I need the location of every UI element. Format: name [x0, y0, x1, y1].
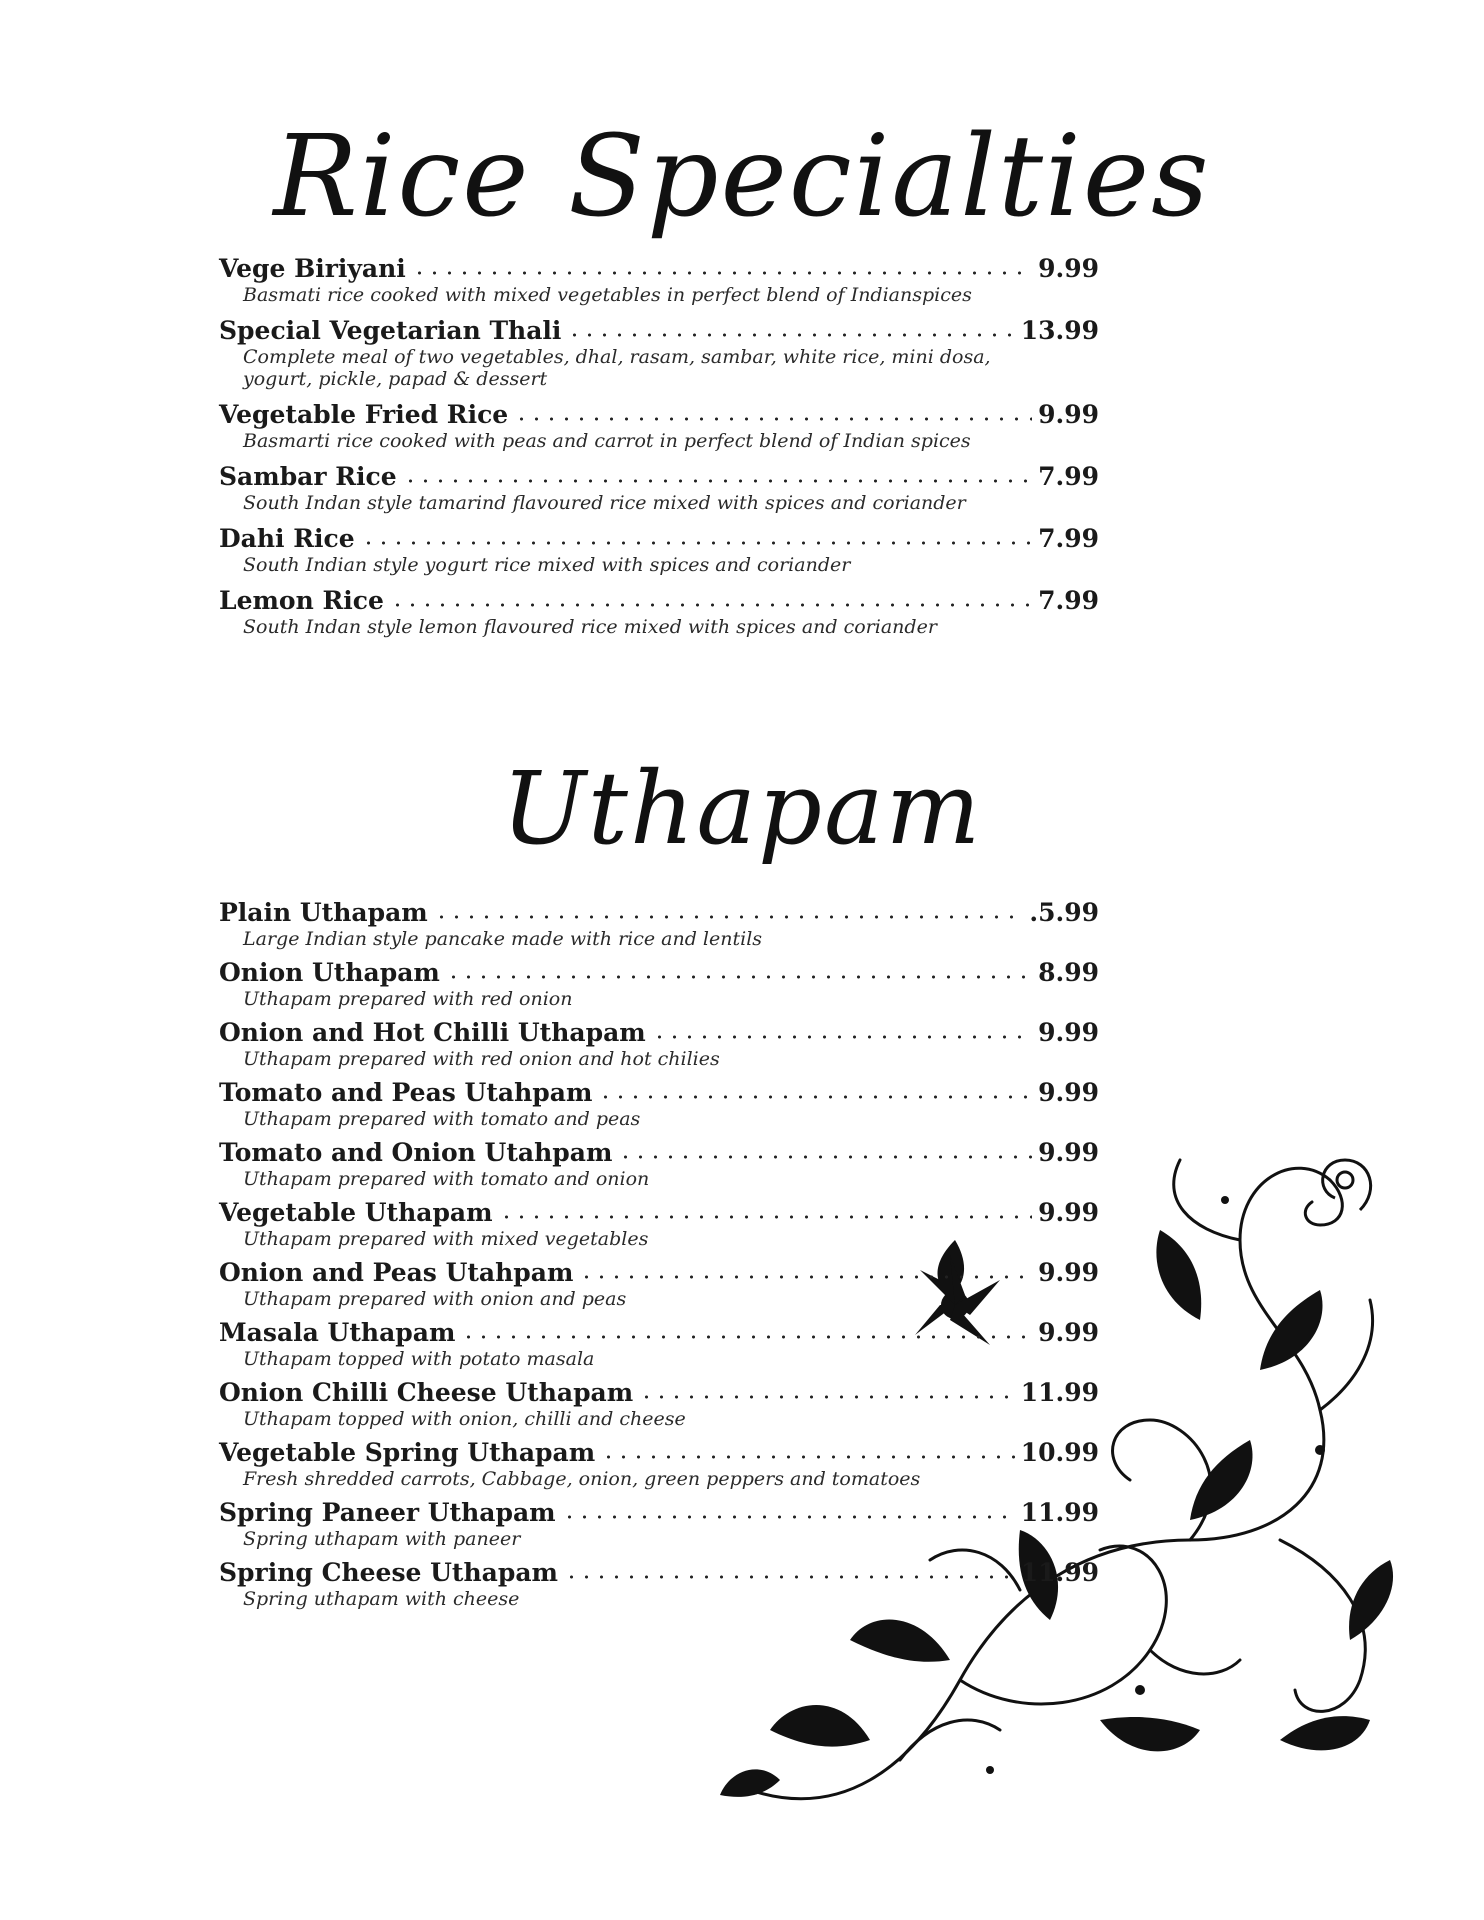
- rice-specialties-list: [219, 254, 1099, 648]
- item-price: 11.99: [1020, 1378, 1099, 1407]
- item-description: Uthapam topped with potato masala: [243, 1348, 595, 1370]
- item-price: 8.99: [1038, 958, 1099, 987]
- dot-leader: [618, 1153, 1032, 1161]
- item-price: 9.99: [1038, 1018, 1099, 1047]
- item-description: Uthapam topped with onion, chilli and cheese: [243, 1408, 686, 1430]
- item-description: Uthapam prepared with red onion: [243, 988, 573, 1010]
- rice-specialties-title: Rice Specialties: [273, 112, 1211, 242]
- item-price: 9.99: [1038, 254, 1099, 283]
- dot-leader: [361, 539, 1032, 547]
- item-description: South Indan style lemon flavoured rice mixed with spices and coriander: [243, 616, 937, 638]
- dot-leader: [639, 1393, 1015, 1401]
- item-price: 10.99: [1020, 1438, 1099, 1467]
- menu-item: [219, 1378, 1099, 1430]
- item-name: Masala Uthapam: [219, 1318, 456, 1347]
- item-price: 9.99: [1038, 1198, 1099, 1227]
- item-description: Uthapam prepared with mixed vegetables: [243, 1228, 649, 1250]
- item-price: 13.99: [1020, 316, 1099, 345]
- item-name: Vegetable Spring Uthapam: [219, 1438, 596, 1467]
- menu-item: [219, 1198, 1099, 1250]
- item-name: Vegetable Uthapam: [219, 1198, 493, 1227]
- item-price: 11.99: [1020, 1498, 1099, 1527]
- menu-item: [219, 1498, 1099, 1550]
- item-price: .5.99: [1029, 898, 1099, 927]
- menu-item: [219, 898, 1099, 950]
- menu-item: [219, 1138, 1099, 1190]
- item-description: Uthapam prepared with red onion and hot chilies: [243, 1048, 720, 1070]
- dot-leader: [446, 973, 1032, 981]
- menu-item: [219, 1018, 1099, 1070]
- menu-item: [219, 586, 1099, 638]
- dot-leader: [579, 1273, 1032, 1281]
- item-name: Dahi Rice: [219, 524, 355, 553]
- item-description: Large Indian style pancake made with rice and lentils: [243, 928, 763, 950]
- menu-item: [219, 1558, 1099, 1610]
- item-description: South Indan style tamarind flavoured rice mixed with spices and coriander: [243, 492, 966, 514]
- item-description: Uthapam prepared with onion and peas: [243, 1288, 627, 1310]
- item-price: 9.99: [1038, 1258, 1099, 1287]
- item-name: Onion and Peas Utahpam: [219, 1258, 574, 1287]
- item-name: Sambar Rice: [219, 462, 397, 491]
- item-price: 9.99: [1038, 400, 1099, 429]
- item-name: Vegetable Fried Rice: [219, 400, 509, 429]
- item-name: Special Vegetarian Thali: [219, 316, 562, 345]
- item-name: Tomato and Peas Utahpam: [219, 1078, 593, 1107]
- item-description: Spring uthapam with cheese: [243, 1588, 520, 1610]
- menu-item: [219, 1078, 1099, 1130]
- menu-item: [219, 524, 1099, 576]
- item-description: Fresh shredded carrots, Cabbage, onion, green peppers and tomatoes: [243, 1468, 921, 1490]
- item-price: 9.99: [1038, 1078, 1099, 1107]
- menu-item: [219, 254, 1099, 306]
- item-price: 7.99: [1038, 586, 1099, 615]
- dot-leader: [412, 269, 1032, 277]
- dot-leader: [598, 1093, 1032, 1101]
- item-description: Spring uthapam with paneer: [243, 1528, 521, 1550]
- item-name: Spring Paneer Uthapam: [219, 1498, 556, 1527]
- menu-item: [219, 462, 1099, 514]
- menu-item: [219, 1258, 1099, 1310]
- dot-leader: [562, 1513, 1015, 1521]
- dot-leader: [601, 1453, 1015, 1461]
- menu-item: [219, 1318, 1099, 1370]
- dot-leader: [564, 1573, 1015, 1581]
- item-name: Onion Uthapam: [219, 958, 440, 987]
- item-description: Basmarti rice cooked with peas and carrot in perfect blend of Indian spices: [243, 430, 971, 452]
- item-name: Plain Uthapam: [219, 898, 428, 927]
- dot-leader: [652, 1033, 1032, 1041]
- dot-leader: [434, 913, 1024, 921]
- item-price: 9.99: [1038, 1138, 1099, 1167]
- item-price: 7.99: [1038, 524, 1099, 553]
- dot-leader: [461, 1333, 1032, 1341]
- dot-leader: [403, 477, 1032, 485]
- item-description: Complete meal of two vegetables, dhal, rasam, sambar, white rice, mini dosa, yogurt, pickle, papad & dessert: [243, 346, 991, 390]
- dot-leader: [514, 415, 1032, 423]
- item-description: South Indian style yogurt rice mixed with spices and coriander: [243, 554, 851, 576]
- item-name: Onion and Hot Chilli Uthapam: [219, 1018, 646, 1047]
- menu-item: [219, 1438, 1099, 1490]
- item-name: Tomato and Onion Utahpam: [219, 1138, 613, 1167]
- item-price: 9.99: [1038, 1318, 1099, 1347]
- menu-item: [219, 400, 1099, 452]
- item-name: Lemon Rice: [219, 586, 384, 615]
- dot-leader: [390, 601, 1032, 609]
- item-description: Uthapam prepared with tomato and peas: [243, 1108, 641, 1130]
- item-name: Spring Cheese Uthapam: [219, 1558, 558, 1587]
- menu-item: [219, 316, 1099, 390]
- item-name: Onion Chilli Cheese Uthapam: [219, 1378, 634, 1407]
- item-price: 11.99: [1020, 1558, 1099, 1587]
- item-description: Basmati rice cooked with mixed vegetables in perfect blend of Indianspices: [243, 284, 972, 306]
- dot-leader: [567, 331, 1014, 339]
- dot-leader: [499, 1213, 1033, 1221]
- item-price: 7.99: [1038, 462, 1099, 491]
- uthapam-list: [219, 898, 1099, 1618]
- item-description: Uthapam prepared with tomato and onion: [243, 1168, 650, 1190]
- menu-item: [219, 958, 1099, 1010]
- item-name: Vege Biriyani: [219, 254, 406, 283]
- uthapam-title: Uthapam: [501, 750, 983, 867]
